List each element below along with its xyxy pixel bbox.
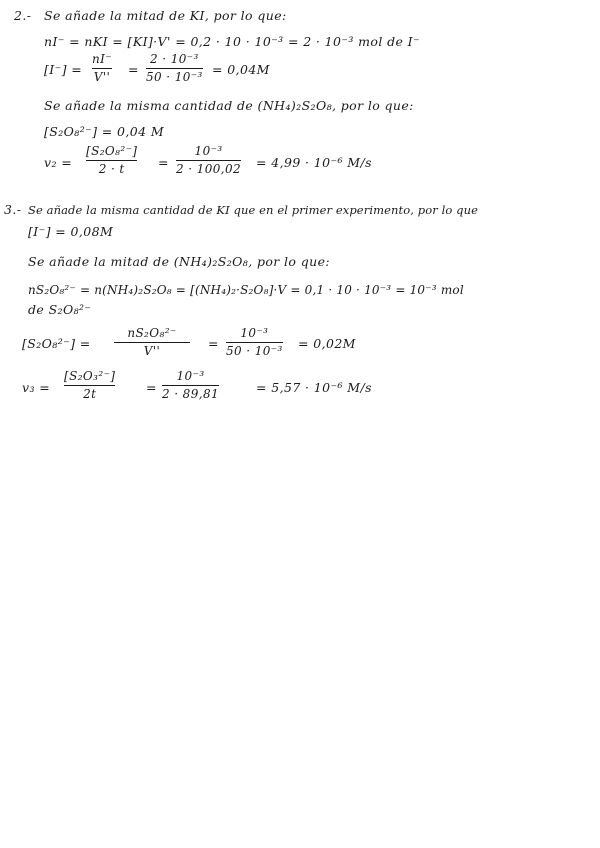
fraction-bar (64, 385, 115, 386)
section-3-line-5: de S₂O₈²⁻ (28, 302, 92, 317)
section-3-conc-fraction-1 (114, 326, 190, 359)
fraction-numerator: 10⁻³ (194, 144, 223, 158)
section-2-conc-result: = 0,04M (212, 62, 270, 77)
section-3-line-4: nS₂O₈²⁻ = n(NH₄)₂S₂O₈ = [(NH₄)₂·S₂O₈]·V = 0,1 · 10 · 10⁻³ = 10⁻³ mol (28, 283, 464, 297)
fraction-bar (114, 342, 190, 343)
fraction-numerator: [S₂O₈²⁻] (86, 144, 138, 158)
fraction-denominator: V'' (143, 344, 161, 358)
section-2-conc-equals: = (128, 62, 139, 77)
section-3-line-2: [I⁻] = 0,08M (28, 224, 114, 239)
fraction-numerator: nI⁻ (92, 52, 113, 66)
section-3-heading: 3.- (4, 202, 22, 217)
section-3-rate-equals: = (146, 380, 157, 395)
fraction-numerator: [S₂O₃²⁻] (64, 369, 116, 383)
fraction-bar (176, 160, 241, 161)
section-2-conc-fraction-2 (146, 52, 203, 85)
fraction-denominator: 2 · 100,02 (176, 162, 242, 176)
section-2-conc-lhs: [I⁻] = (44, 62, 83, 77)
section-2-rate-lhs: v₂ = (44, 155, 73, 170)
fraction-numerator: 2 · 10⁻³ (150, 52, 199, 66)
section-2-line-1: Se añade la mitad de KI, por lo que: (44, 8, 287, 23)
section-2-conc-fraction-1 (92, 52, 112, 85)
section-2-line-2: nI⁻ = nKI = [KI]·V' = 0,2 · 10 · 10⁻³ = 2 · 10⁻³ mol de I⁻ (44, 34, 421, 49)
section-3-line-3: Se añade la mitad de (NH₄)₂S₂O₈, por lo que: (28, 254, 330, 269)
section-3-conc-fraction-2 (226, 326, 283, 359)
fraction-bar (146, 68, 203, 69)
fraction-numerator: 10⁻³ (240, 326, 269, 340)
fraction-bar (226, 342, 283, 343)
section-2-rate-result: = 4,99 · 10⁻⁶ M/s (256, 155, 372, 170)
fraction-denominator: 50 · 10⁻³ (226, 344, 283, 358)
fraction-denominator: 2 · t (98, 162, 125, 176)
fraction-bar (162, 385, 219, 386)
section-2-line-4: Se añade la misma cantidad de (NH₄)₂S₂O₈, por lo que: (44, 98, 414, 113)
section-3-conc-lhs: [S₂O₈²⁻] = (22, 336, 91, 351)
section-3-conc-equals: = (208, 336, 219, 351)
section-2-heading: 2.- (14, 8, 32, 23)
section-2-rate-equals: = (158, 155, 169, 170)
section-3-rate-result: = 5,57 · 10⁻⁶ M/s (256, 380, 372, 395)
fraction-denominator: 2t (83, 387, 97, 401)
section-2-rate-fraction-2 (176, 144, 241, 177)
section-3-rate-fraction-2 (162, 369, 219, 402)
fraction-bar (92, 68, 112, 69)
section-3-rate-fraction-1 (64, 369, 115, 402)
section-2-line-5: [S₂O₈²⁻] = 0,04 M (44, 124, 165, 139)
section-2-rate-fraction-1 (86, 144, 137, 177)
fraction-denominator: V'' (93, 70, 111, 84)
fraction-denominator: 50 · 10⁻³ (146, 70, 203, 84)
fraction-denominator: 2 · 89,81 (162, 387, 220, 401)
section-3-line-1: Se añade la misma cantidad de KI que en el primer experimento, por lo que (28, 203, 479, 217)
section-3-rate-lhs: v₃ = (22, 380, 51, 395)
section-3-conc-result: = 0,02M (298, 336, 356, 351)
fraction-bar (86, 160, 137, 161)
fraction-numerator: 10⁻³ (176, 369, 205, 383)
fraction-numerator: nS₂O₈²⁻ (127, 326, 177, 340)
